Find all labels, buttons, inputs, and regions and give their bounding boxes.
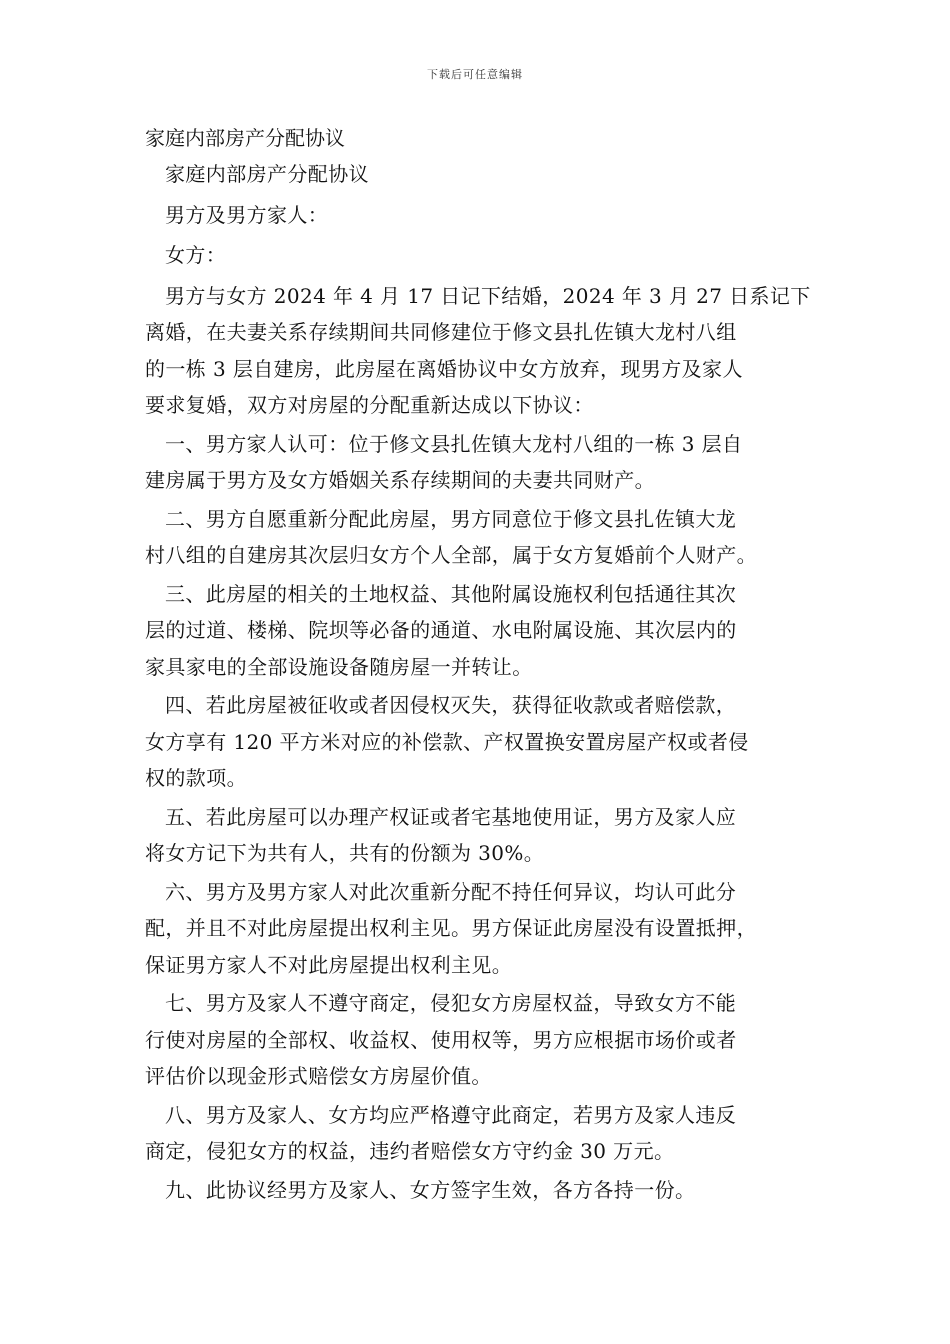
subtitle-line: 家庭内部房产分配协议 xyxy=(165,162,369,186)
page-header-note: 下载后可任意编辑 xyxy=(427,68,523,81)
clause-line: 配，并且不对此房屋提出权利主见。男方保证此房屋没有设置抵押， xyxy=(145,916,757,940)
clause-line: 六、男方及男方家人对此次重新分配不持任何异议，均认可此分 xyxy=(165,879,737,904)
clause-line: 女方享有 120 平方米对应的补偿款、产权置换安置房屋产权或者侵 xyxy=(145,729,749,754)
clause-2 xyxy=(145,501,825,574)
clause-line: 家具家电的全部设施设备随房屋一并转让。 xyxy=(145,654,533,679)
preamble-line: 离婚，在夫妻关系存续期间共同修建位于修文县扎佐镇大龙村八组 xyxy=(145,320,737,344)
clause-line: 保证男方家人不对此房屋提出权利主见。 xyxy=(145,952,513,977)
party-b-line: 女方： xyxy=(165,243,227,267)
clause-line: 八、男方及家人、女方均应严格遵守此商定，若男方及家人违反 xyxy=(165,1102,737,1127)
clause-line: 三、此房屋的相关的土地权益、其他附属设施权利包括通往其次 xyxy=(165,581,737,606)
clause-line: 村八组的自建房其次层归女方个人全部，属于女方复婚前个人财产。 xyxy=(145,543,757,567)
preamble-line: 要求复婚，双方对房屋的分配重新达成以下协议： xyxy=(145,393,594,417)
clause-line: 商定，侵犯女方的权益，违约者赔偿女方守约金 30 万元。 xyxy=(145,1139,675,1163)
document-subtitle xyxy=(145,156,825,193)
clause-line: 七、男方及家人不遵守商定，侵犯女方房屋权益，导致女方不能 xyxy=(165,991,737,1015)
clause-line: 二、男方自愿重新分配此房屋，男方同意位于修文县扎佐镇大龙 xyxy=(165,506,737,531)
clause-8 xyxy=(145,1097,825,1170)
clause-line: 五、若此房屋可以办理产权证或者宅基地使用证，男方及家人应 xyxy=(165,804,737,829)
clause-line: 行使对房屋的全部权、收益权、使用权等，男方应根据市场价或者 xyxy=(145,1027,737,1052)
preamble-line: 男方与女方 2024 年 4 月 17 日记下结婚，2024 年 3 月 27 日系记下 xyxy=(165,283,811,308)
preamble-line: 的一栋 3 层自建房，此房屋在离婚协议中女方放弃，现男方及家人 xyxy=(145,356,743,381)
clause-line: 权的款项。 xyxy=(145,766,247,790)
clause-5 xyxy=(145,799,825,872)
document-title: 家庭内部房产分配协议 xyxy=(145,126,345,150)
clause-line: 层的过道、楼梯、院坝等必备的通道、水电附属设施、其次层内的 xyxy=(145,618,737,642)
document-body xyxy=(145,120,825,1210)
party-b-label xyxy=(145,237,825,274)
clause-line: 评估价以现金形式赔偿女方房屋价值。 xyxy=(145,1064,492,1088)
clause-4 xyxy=(145,687,825,797)
clause-1 xyxy=(145,426,825,499)
clause-line: 建房属于男方及女方婚姻关系存续期间的夫妻共同财产。 xyxy=(145,468,655,492)
clause-line: 九、此协议经男方及家人、女方签字生效，各方各持一份。 xyxy=(165,1177,696,1202)
clause-6 xyxy=(145,874,825,984)
clause-line: 四、若此房屋被征收或者因侵权灭失，获得征收款或者赔偿款， xyxy=(165,693,737,717)
preamble-paragraph xyxy=(145,278,825,424)
clause-7 xyxy=(145,985,825,1095)
clause-9 xyxy=(145,1172,825,1209)
party-a-line: 男方及男方家人： xyxy=(165,202,329,227)
party-a-label xyxy=(145,197,825,234)
clause-3 xyxy=(145,576,825,686)
clause-line: 将女方记下为共有人，共有的份额为 30%。 xyxy=(145,841,545,865)
clause-line: 一、男方家人认可：位于修文县扎佐镇大龙村八组的一栋 3 层自 xyxy=(165,431,743,456)
